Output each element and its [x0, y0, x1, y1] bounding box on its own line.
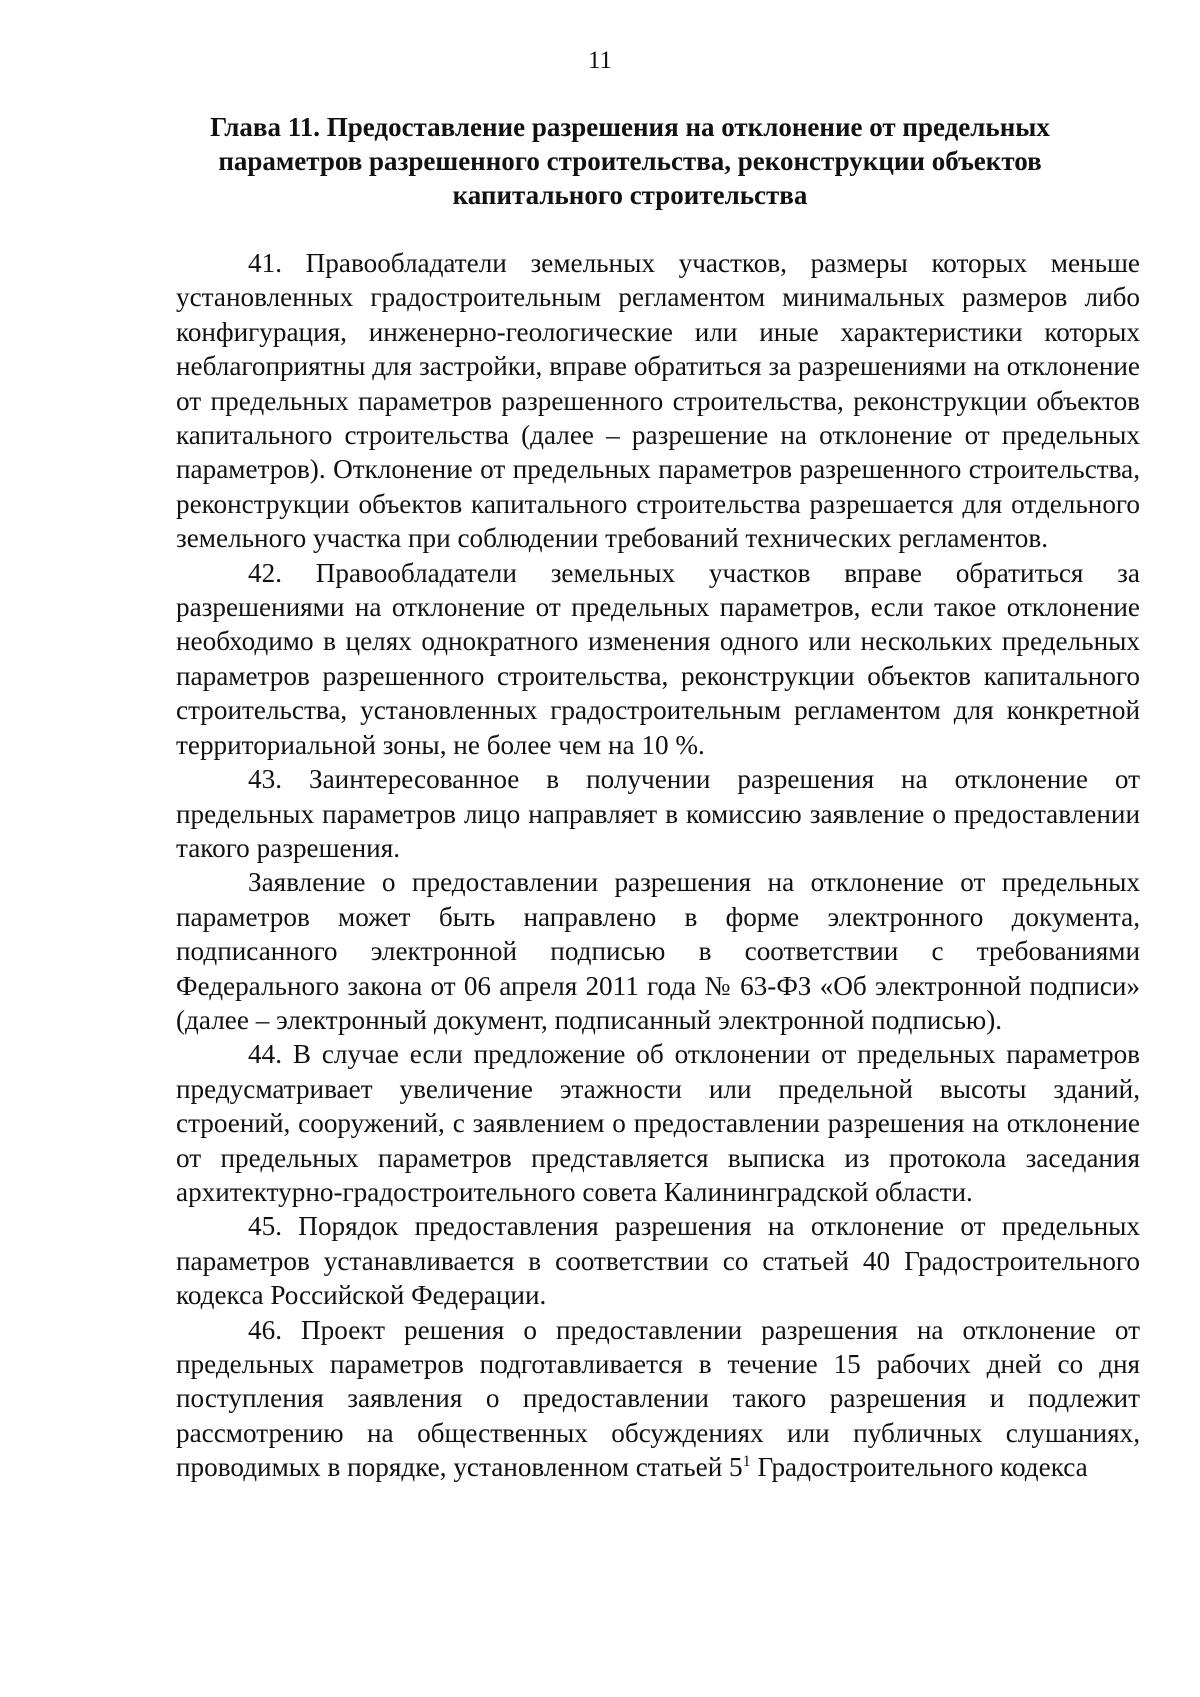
paragraph-43: 43. Заинтересованное в получении разрешения на отклонение от предельных параметров лицо направляет в комиссию заявление о предоставлении такого разрешения. — [176, 764, 1140, 863]
paragraph-46 — [176, 1313, 1140, 1485]
page-number: 11 — [587, 47, 613, 74]
paragraph-45: 45. Порядок предоставления разрешения на отклонение от предельных параметров устанавливается в соответствии со статьей 40 Градостроительного кодекса Российской Федерации. — [176, 1211, 1140, 1311]
superscript: 1 — [742, 1453, 751, 1471]
body-text — [176, 246, 1140, 1485]
paragraph-42: 42. Правообладатели земельных участков вправе обратиться за разрешениями на отклонение от предельных параметров, если такое отклонение необходимо в целях однократного изменения одного или нескольких предельных параметров разрешенного строительства, реконструкции объектов капитального строительства, установленных градостроительным регламентом для конкретной территориальной зоны, не более чем на 10 %. — [176, 557, 1140, 760]
paragraph-44: 44. В случае если предложение об отклонении от предельных параметров предусматривает увеличение этажности или предельной высоты зданий, строений, сооружений, с заявлением о предоставлении разрешения на отклонение от предельных параметров представляется выписка из протокола заседания архитектурно-градостроительного совета Калининградской области. — [176, 1039, 1140, 1207]
paragraph-46-text-end: Градостроительного кодекса — [750, 1452, 1088, 1483]
paragraph-46-text: 46. Проект решения о предоставлении разрешения на отклонение от предельных параметров подготавливается в течение 15 рабочих дней со дня поступления заявления о предоставлении такого разрешения и подлежит рассмотрению на общественных обсуждениях или публичных слушаниях, проводимых в порядке, установленном статьей 5 — [176, 1314, 1140, 1483]
paragraph-41: 41. Правообладатели земельных участков, размеры которых меньше установленных градостроительным регламентом минимальных размеров либо конфигурация, инженерно-геологические или иные характеристики которых неблагоприятны для застройки, вправе обратиться за разрешениями на отклонение от предельных параметров разрешенного строительства, реконструкции объектов капитального строительства (далее – разрешение на отклонение от предельных параметров). Отклонение от предельных параметров разрешенного строительства, реконструкции объектов капитального строительства разрешается для отдельного земельного участка при соблюдении требований технических регламентов. — [176, 248, 1140, 554]
paragraph-43-application: Заявление о предоставлении разрешения на отклонение от предельных параметров может быть направлено в форме электронного документа, подписанного электронной подписью в соответствии с требованиями Федерального закона от 06 апреля 2011 года № 63-ФЗ «Об электронной подписи» (далее – электронный документ, подписанный электронной подписью). — [176, 867, 1140, 1035]
chapter-title: Глава 11. Предоставление разрешения на отклонение от предельных параметров разрешенного строительства, реконструкции объектов капитального строительства — [210, 112, 1050, 210]
